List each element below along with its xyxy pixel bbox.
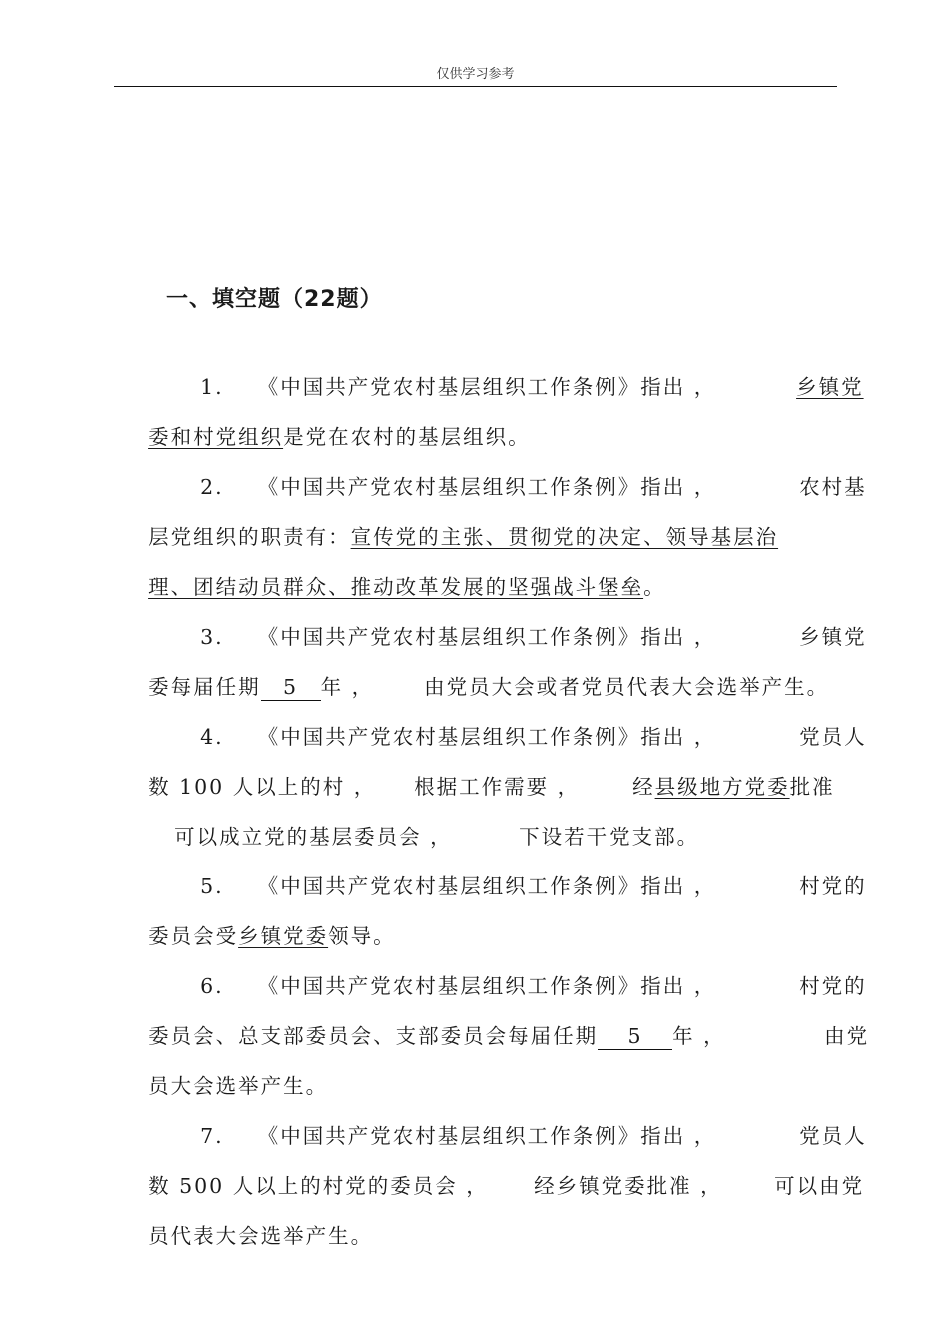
- question-text: 委员会、总支部委员会、支部委员会每届任期: [148, 1024, 599, 1048]
- question-text: 经: [632, 775, 655, 799]
- question-number: 4.: [200, 725, 224, 749]
- question-number: 6.: [200, 974, 224, 998]
- question-text: 数 100 人以上的村 ，: [148, 775, 377, 799]
- question-stem: 《中国共产党农村基层组织工作条例》指出 ，: [257, 1124, 717, 1148]
- question-text: 乡镇党: [799, 625, 867, 649]
- question-number: 2.: [200, 475, 224, 499]
- page-header: [114, 64, 837, 87]
- question-text: 村党的: [799, 974, 867, 998]
- question-stem: 《中国共产党农村基层组织工作条例》指出 ，: [257, 725, 717, 749]
- question-text: 。: [643, 575, 666, 599]
- question-text: 根据工作需要 ，: [414, 775, 581, 799]
- question-text: 年 ，: [320, 675, 375, 699]
- question-text: 可以由党: [774, 1174, 865, 1198]
- section-title: 一、填空题（22题）: [166, 287, 383, 312]
- question-text: 员大会选举产生。: [148, 1074, 329, 1098]
- question-text: 委每届任期: [148, 675, 261, 699]
- question-stem: 《中国共产党农村基层组织工作条例》指出 ，: [257, 625, 717, 649]
- question-number: 7.: [200, 1124, 224, 1148]
- answer-text: 宣传党的主张、贯彻党的决定、领导基层治: [350, 525, 779, 549]
- answer-text: 理、团结动员群众、推动改革发展的坚强战斗堡垒: [148, 575, 644, 599]
- question-text: 可以成立党的基层委员会 ，: [174, 825, 453, 849]
- question-text: 由党: [824, 1024, 870, 1048]
- question-text: 党员人: [799, 1124, 867, 1148]
- question-text: 经乡镇党委批准 ，: [534, 1174, 723, 1198]
- question-stem: 《中国共产党农村基层组织工作条例》指出 ，: [257, 375, 717, 399]
- question-text: 领导。: [328, 924, 396, 948]
- question-number: 5.: [200, 874, 224, 898]
- question-text: 年 ，: [672, 1024, 726, 1048]
- question-text: 农村基: [799, 475, 867, 499]
- question-text: 下设若干党支部。: [519, 825, 700, 849]
- answer-blank: 5: [261, 674, 321, 701]
- answer-text: 委和村党组织: [148, 425, 284, 449]
- question-text: 委员会受: [148, 924, 239, 948]
- question-number: 1.: [200, 375, 224, 399]
- question-stem: 《中国共产党农村基层组织工作条例》指出 ，: [257, 475, 717, 499]
- answer-blank: 5: [598, 1023, 672, 1050]
- question-text: 层党组织的职责有：: [148, 525, 351, 549]
- header-text: 仅供学习参考: [436, 67, 515, 82]
- answer-text: 乡镇党委: [238, 924, 329, 948]
- question-text: 批准: [789, 775, 835, 799]
- question-stem: 《中国共产党农村基层组织工作条例》指出 ，: [257, 874, 717, 898]
- answer-text: 县级地方党委: [654, 775, 790, 799]
- question-stem: 《中国共产党农村基层组织工作条例》指出 ，: [257, 974, 717, 998]
- question-text: 党员人: [799, 725, 867, 749]
- answer-text: 乡镇党: [796, 375, 864, 399]
- question-number: 3.: [200, 625, 224, 649]
- question-text: 村党的: [799, 874, 867, 898]
- question-text: 员代表大会选举产生。: [148, 1224, 374, 1248]
- question-text: 是党在农村的基层组织。: [283, 425, 531, 449]
- question-text: 数 500 人以上的村党的委员会 ，: [148, 1174, 489, 1198]
- question-text: 由党员大会或者党员代表大会选举产生。: [424, 675, 830, 699]
